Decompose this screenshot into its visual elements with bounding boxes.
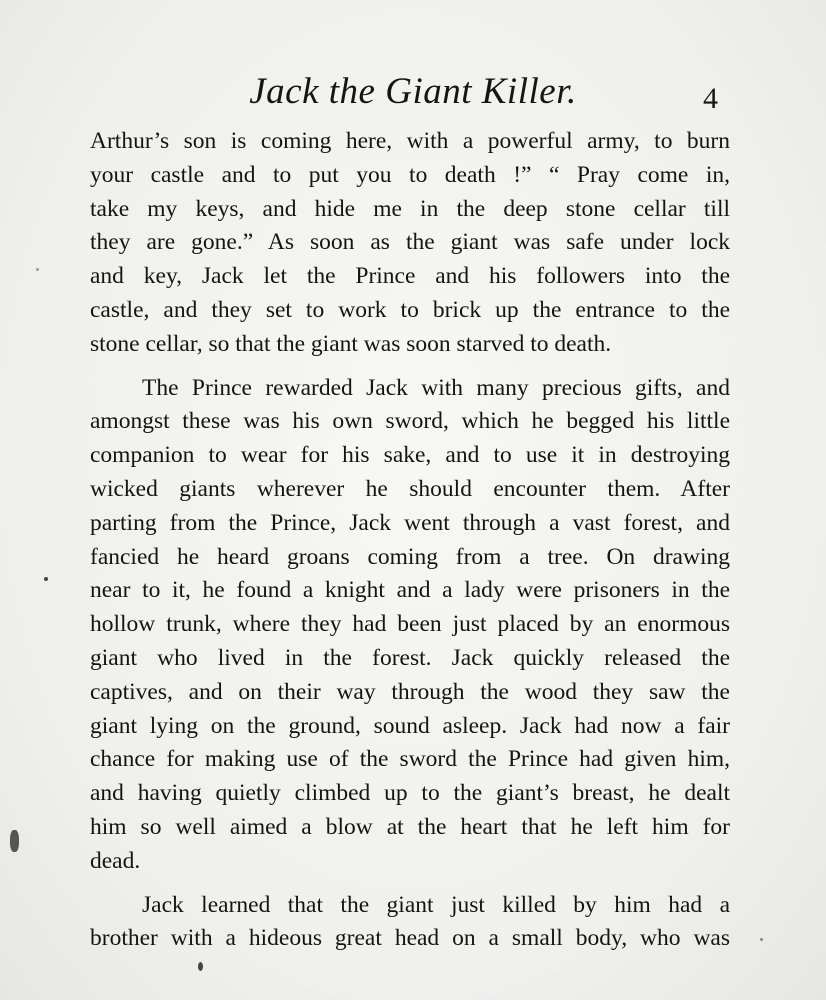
text-line: hollow trunk, where they had been just placed by an enormous xyxy=(90,611,730,638)
text-line: fancied he heard groans coming from a tree. On drawing xyxy=(90,543,730,570)
text-line: parting from the Prince, Jack went through a vast forest, and xyxy=(90,509,730,536)
text-line: castle, and they set to work to brick up the entrance to the xyxy=(90,296,730,323)
scan-speck xyxy=(10,830,19,852)
text-line: giant lying on the ground, sound asleep. Jack had now a fair xyxy=(90,712,730,739)
running-title: Jack the Giant Killer. xyxy=(249,71,577,112)
text-line: stone cellar, so that the giant was soon starved to death. xyxy=(90,330,612,357)
text-line: and having quietly climbed up to the giant’s breast, he dealt xyxy=(90,780,730,807)
text-line: chance for making use of the sword the Prince had given him, xyxy=(90,746,730,773)
text-line: dead. xyxy=(90,847,141,874)
body-text xyxy=(90,125,730,956)
scan-speck xyxy=(198,962,203,971)
text-line: The Prince rewarded Jack with many precious gifts, and xyxy=(142,374,730,401)
text-line: giant who lived in the forest. Jack quickly released the xyxy=(90,644,730,671)
paragraph-2 xyxy=(90,372,730,879)
text-line: and key, Jack let the Prince and his followers into the xyxy=(90,263,730,290)
text-line: they are gone.” As soon as the giant was safe under lock xyxy=(90,229,730,256)
text-line: captives, and on their way through the wood they saw the xyxy=(90,678,730,705)
scan-speck xyxy=(36,268,39,271)
page-number: 4 xyxy=(703,82,718,115)
text-line: him so well aimed a blow at the heart that he left him for xyxy=(90,813,730,840)
text-line: amongst these was his own sword, which he begged his little xyxy=(90,408,730,435)
text-line: companion to wear for his sake, and to use it in destroying xyxy=(90,442,730,469)
text-line: your castle and to put you to death !” “ Pray come in, xyxy=(90,161,730,188)
paragraph-3 xyxy=(90,889,730,957)
text-line: wicked giants wherever he should encounter them. After xyxy=(90,475,730,502)
paragraph-1 xyxy=(90,125,730,362)
scan-speck xyxy=(44,577,48,581)
scan-speck xyxy=(760,938,763,941)
text-line: Arthur’s son is coming here, with a powerful army, to burn xyxy=(90,128,730,154)
text-line: brother with a hideous great head on a small body, who was xyxy=(90,925,730,952)
text-line: Jack learned that the giant just killed by him had a xyxy=(142,891,730,918)
text-line: near to it, he found a knight and a lady were prisoners in the xyxy=(90,577,730,604)
text-line: take my keys, and hide me in the deep stone cellar till xyxy=(90,195,730,222)
